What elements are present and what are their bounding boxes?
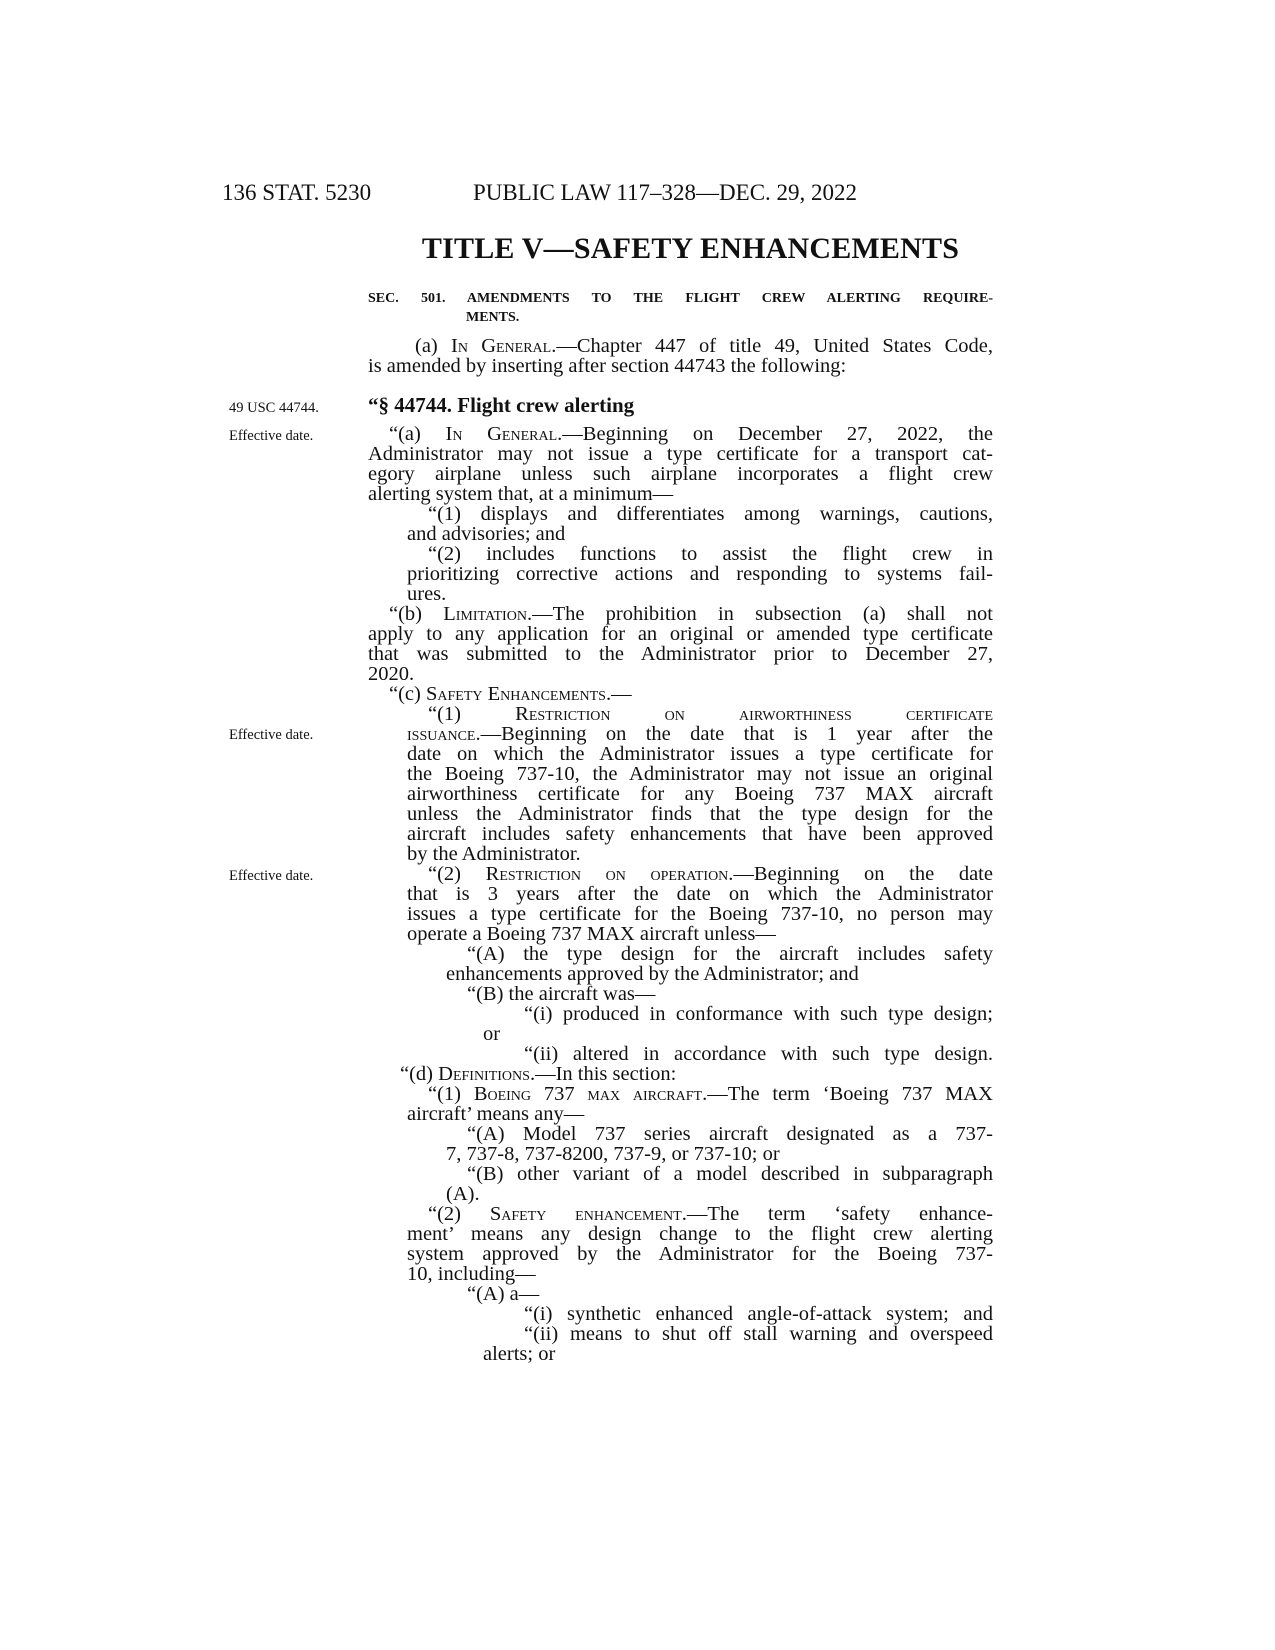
text-line: that is 3 years after the date on which the Administrator [407,883,993,905]
text-line: airworthiness certificate for any Boeing 737 MAX aircraft [407,783,993,805]
text-line: apply to any application for an original or amended type certificate [368,623,993,645]
text-line: Administrator may not issue a type certificate for a transport cat- [368,443,993,465]
text-line: “(d) Definitions.—In this section: [400,1063,677,1085]
text-line: enhancements approved by the Administrator; and [446,963,859,985]
text-line: alerts; or [483,1343,556,1365]
intro-line: is amended by inserting after section 44743 the following: [368,355,847,377]
text-line: ures. [407,583,447,605]
text-line: prioritizing corrective actions and responding to systems fail- [407,563,993,585]
text-line: that was submitted to the Administrator prior to December 27, [368,643,993,665]
law-reference: PUBLIC LAW 117–328—DEC. 29, 2022 [473,180,858,205]
text-line: ment’ means any design change to the flight crew alerting [407,1223,993,1245]
text-line: “(1) Restriction on airworthiness certificate [428,703,993,725]
text-line: aircraft’ means any— [407,1103,585,1125]
text-line: issuance.—Beginning on the date that is 1 year after the [407,723,993,745]
text-line: “(2) includes functions to assist the flight crew in [428,543,993,565]
text-line: “(ii) altered in accordance with such type design. [524,1043,993,1065]
text-line: 7, 737-8, 737-8200, 737-9, or 737-10; or [446,1143,780,1165]
intro-line: (a) In General.—Chapter 447 of title 49, United States Code, [415,335,993,357]
text-line: issues a type certificate for the Boeing 737-10, no person may [407,903,993,925]
text-line: “(1) Boeing 737 max aircraft.—The term ‘Boeing 737 MAX [428,1083,993,1105]
text-line: “(A) a— [467,1283,540,1305]
text-line: “(ii) means to shut off stall warning and overspeed [524,1323,993,1345]
text-line: 2020. [368,663,415,685]
text-line: date on which the Administrator issues a type certificate for [407,743,993,765]
section-heading-line2: MENTS. [466,310,520,325]
text-line: “(2) Restriction on operation.—Beginning on the date [428,863,993,885]
text-line: “(B) other variant of a model described in subparagraph [467,1163,993,1185]
text-line: the Boeing 737-10, the Administrator may not issue an original [407,763,993,785]
title-heading: TITLE V—SAFETY ENHANCEMENTS [421,232,960,265]
text-line: and advisories; and [407,523,566,545]
text-line: egory airplane unless such airplane incorporates a flight crew [368,463,993,485]
text-line: by the Administrator. [407,843,581,865]
text-line: “(2) Safety enhancement.—The term ‘safety enhance- [428,1203,993,1225]
text-line: “(b) Limitation.—The prohibition in subsection (a) shall not [389,603,993,625]
text-line: “(A) Model 737 series aircraft designated as a 737- [467,1123,993,1145]
text-line: “(A) the type design for the aircraft includes safety [467,943,993,965]
page-reference: 136 STAT. 5230 [222,180,372,205]
text-line: “(1) displays and differentiates among warnings, cautions, [428,503,993,525]
text-line: unless the Administrator finds that the type design for the [407,803,993,825]
text-line: system approved by the Administrator for the Boeing 737- [407,1243,993,1265]
text-line: (A). [446,1183,480,1205]
text-line: “(c) Safety Enhancements.— [389,683,632,705]
text-line: alerting system that, at a minimum— [368,483,674,505]
margin-note-effective-date: Effective date. [229,727,314,743]
text-line: aircraft includes safety enhancements that have been approved [407,823,993,845]
text-line: “(B) the aircraft was— [467,983,656,1005]
margin-note-effective-date: Effective date. [229,868,314,884]
text-line: or [483,1023,501,1045]
section-heading-line1: SEC. 501. AMENDMENTS TO THE FLIGHT CREW ALERTING REQUIRE- [368,291,993,306]
new-section-heading: “§ 44744. Flight crew alerting [368,393,635,417]
margin-note-effective-date: Effective date. [229,428,314,444]
text-line: operate a Boeing 737 MAX aircraft unless— [407,923,776,945]
margin-note-usc: 49 USC 44744. [229,400,319,416]
text-line: “(i) produced in conformance with such type design; [524,1003,993,1025]
text-line: “(i) synthetic enhanced angle-of-attack system; and [524,1303,993,1325]
text-line: 10, including— [407,1263,536,1285]
text-line: “(a) In General.—Beginning on December 27, 2022, the [389,423,993,445]
